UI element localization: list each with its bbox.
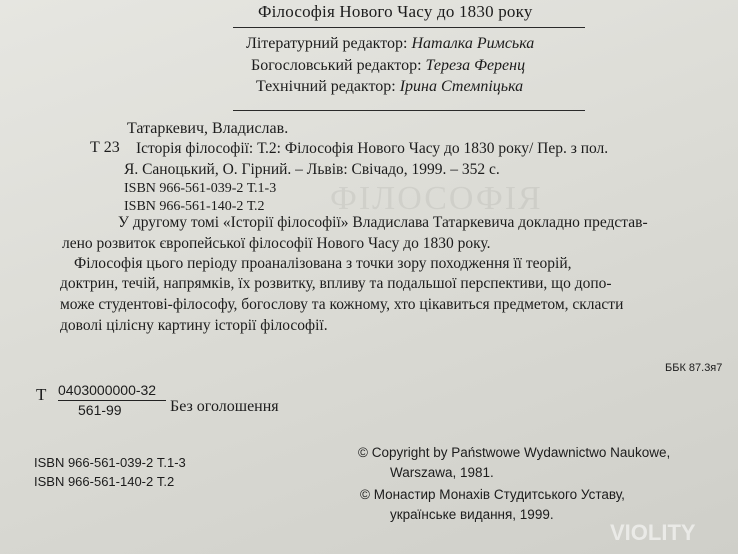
annotation-line: може студентові-філософу, богослову та кожному, хто цікавиться предметом, скласти xyxy=(60,296,624,313)
catalog-line: Історія філософії: Т.2: Філософія Нового Часу до 1830 року/ Пер. з пол. xyxy=(136,140,609,157)
copyright-line: українське видання, 1999. xyxy=(390,507,554,522)
catalog-isbn: ISBN 966-561-140-2 Т.2 xyxy=(124,199,265,214)
bottom-isbn: ISBN 966-561-140-2 Т.2 xyxy=(34,474,175,489)
editor-name: Наталка Римська xyxy=(411,35,535,52)
show-through-text: ФІЛОСОФІЯ xyxy=(330,180,543,217)
editor-name: Ірина Стемпіцька xyxy=(399,78,524,95)
catalog-author: Татаркевич, Владислав. xyxy=(127,120,289,137)
bbk-code: ББК 87.3я7 xyxy=(665,362,723,374)
technical-editor xyxy=(256,78,523,96)
catalog-line: Я. Саноцький, О. Гірний. – Львів: Свічадо, 1999. – 352 с. xyxy=(124,161,500,178)
theological-editor xyxy=(251,57,525,75)
editors-rule xyxy=(233,110,585,111)
editor-name: Тереза Ференц xyxy=(425,57,526,74)
catalog-code: Т 23 xyxy=(90,139,120,156)
watermark-logo: VIOLITY xyxy=(610,520,696,545)
copyright-line: © Copyright by Państwowe Wydawnictwo Naukowe, xyxy=(358,445,671,460)
tcode-fraction-line xyxy=(58,400,166,401)
editor-role: Літературний редактор: xyxy=(246,35,408,52)
catalog-isbn: ISBN 966-561-039-2 Т.1-3 xyxy=(124,181,277,196)
no-announcement: Без оголошення xyxy=(170,398,279,415)
tcode-numerator: 0403000000-32 xyxy=(58,382,157,398)
annotation-line: доволі цілісну картину історії філософії. xyxy=(60,317,328,334)
bottom-isbn: ISBN 966-561-039-2 Т.1-3 xyxy=(34,455,186,470)
top-rule xyxy=(233,27,585,28)
annotation-line: лено розвиток європейської філософії Нового Часу до 1830 року. xyxy=(62,235,491,252)
copyright-line: Warszawa, 1981. xyxy=(390,465,494,480)
annotation-line: доктрин, течій, напрямків, їх розвитку, впливу та подальшої перспективи, що допо- xyxy=(60,275,612,292)
editor-role: Богословський редактор: xyxy=(251,57,422,74)
tcode-denominator: 561-99 xyxy=(78,402,122,418)
annotation-line: Філософія цього періоду проаналізована з точки зору походження її теорій, xyxy=(74,255,572,272)
editor-role: Технічний редактор: xyxy=(256,78,396,95)
literary-editor xyxy=(246,35,534,53)
tcode-letter: Т xyxy=(36,385,47,404)
copyright-line: © Монастир Монахів Студитського Уставу, xyxy=(360,487,625,502)
series-title: Філософія Нового Часу до 1830 року xyxy=(258,2,533,21)
annotation-line: У другому томі «Історії філософії» Владислава Татаркевича докладно представ- xyxy=(118,214,648,231)
